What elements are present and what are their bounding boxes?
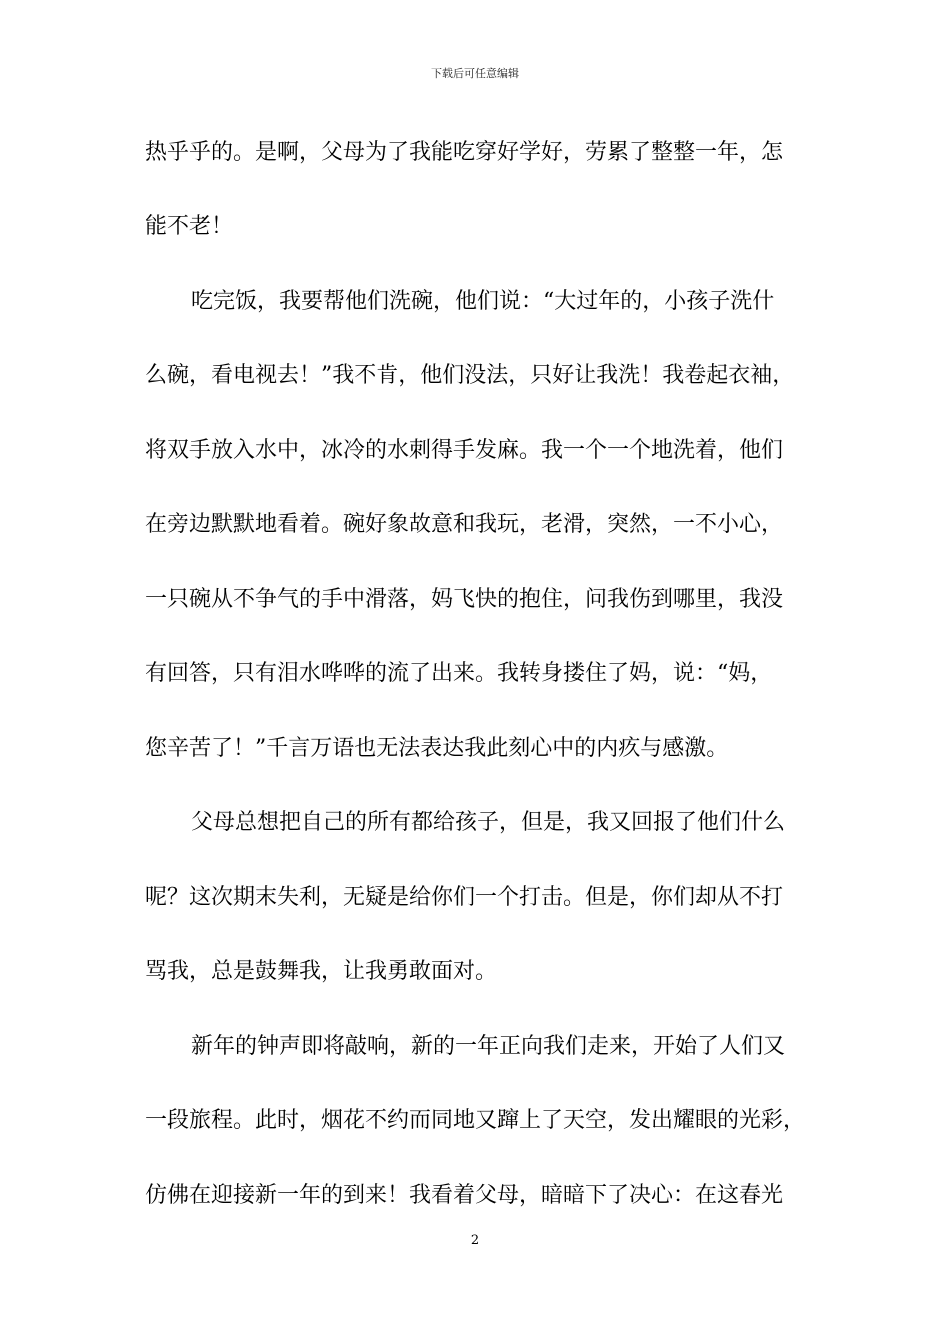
text-line: 将双手放入水中，冰冷的水刺得手发麻。我一个一个地洗着，他们: [145, 438, 784, 463]
text-line: 一段旅程。此时，烟花不约而同地又蹿上了天空，发出耀眼的光彩，: [145, 1108, 806, 1133]
text-line: 呢？这次期末失利，无疑是给你们一个打击。但是，你们却从不打: [145, 885, 784, 910]
paragraph-first-line: 吃完饭，我要帮他们洗碗，他们说：“大过年的，小孩子洗什: [191, 289, 775, 314]
text-line: 能不老！: [145, 214, 234, 239]
paragraph-first-line: 父母总想把自己的所有都给孩子，但是，我又回报了他们什么: [191, 810, 786, 835]
text-line: 您辛苦了！”千言万语也无法表达我此刻心中的内疚与感激。: [145, 736, 729, 761]
paragraph-first-line: 新年的钟声即将敲响，新的一年正向我们走来，开始了人们又: [191, 1034, 786, 1059]
text-line: 在旁边默默地看着。碗好象故意和我玩，老滑，突然，一不小心，: [145, 512, 784, 537]
text-line: 有回答，只有泪水哗哗的流了出来。我转身搂住了妈，说：“妈，: [145, 661, 773, 686]
text-line: 么碗，看电视去！”我不肯，他们没法，只好让我洗！我卷起衣袖，: [145, 363, 795, 388]
text-line: 热乎乎的。是啊，父母为了我能吃穿好学好，劳累了整整一年，怎: [145, 140, 784, 165]
text-line: 仿佛在迎接新一年的到来！我看着父母，暗暗下了决心：在这春光: [145, 1183, 784, 1208]
text-line: 一只碗从不争气的手中滑落，妈飞快的抱住，问我伤到哪里，我没: [145, 587, 784, 612]
page-header: 下载后可任意编辑: [431, 67, 519, 80]
page-number: 2: [470, 1233, 480, 1248]
text-line: 骂我，总是鼓舞我，让我勇敢面对。: [145, 959, 498, 984]
